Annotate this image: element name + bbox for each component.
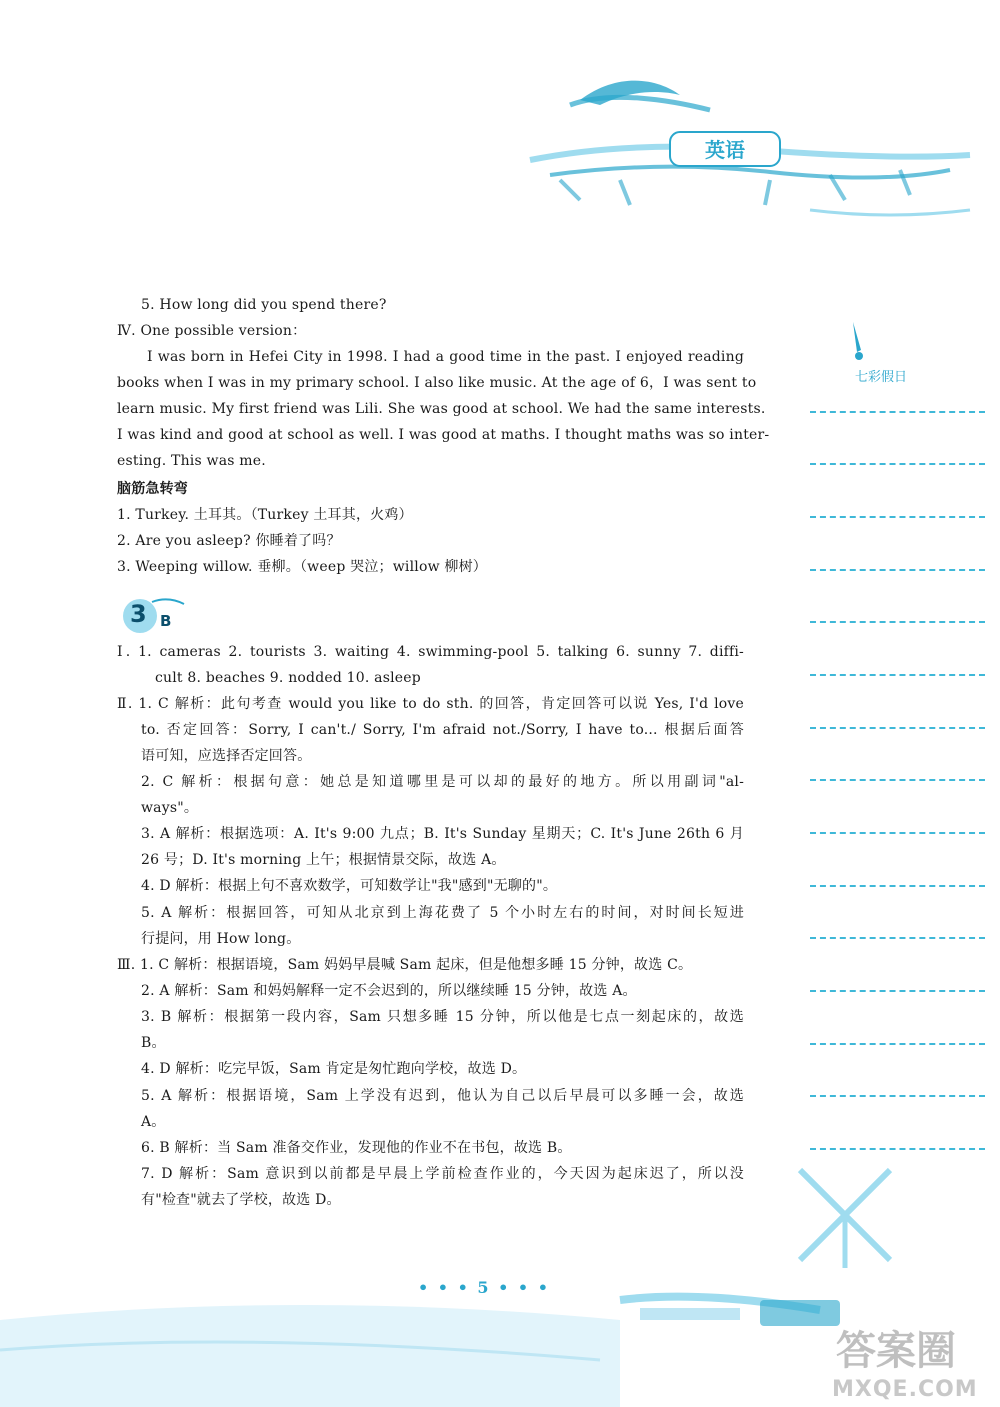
text-line: 4. D 解析：吃完早饭，Sam 肯定是匆忙跑向学校，故选 D。 [141, 1061, 527, 1077]
text-line: 3. A 解析：根据选项：A. It's 9:00 九点；B. It's Sunday 星期天；C. It's June 26th 6 月 [141, 826, 744, 842]
note-line [810, 516, 985, 518]
section-number: 3 [130, 600, 147, 628]
note-line [810, 1095, 985, 1097]
text-line: to. 否定回答：Sorry, I can't./ Sorry, I'm afraid not./Sorry, I have to... 根据后面答 [141, 722, 744, 738]
note-line [810, 463, 985, 465]
text-line: 5. A 解析：根据回答，可知从北京到上海花费了 5 个小时左右的时间，对时间长短进 [141, 905, 744, 921]
text-line: I was kind and good at school as well. I was good at maths. I thought maths was so inter- [117, 427, 770, 443]
text-line: esting. This was me. [117, 453, 266, 469]
note-line [810, 1148, 985, 1150]
text-line: 2. Are you asleep? 你睡着了吗？ [117, 533, 341, 549]
text-line: I was born in Hefei City in 1998. I had a good time in the past. I enjoyed reading [147, 349, 744, 365]
note-line [810, 832, 985, 834]
text-line: A。 [141, 1114, 166, 1130]
note-line [810, 569, 985, 571]
text-line: 4. D 解析：根据上句不喜欢数学，可知数学让"我"感到"无聊的"。 [141, 878, 558, 894]
header-decoration [510, 60, 980, 240]
watermark-text: 答案圈 [836, 1328, 956, 1374]
text-line: 有"检查"就去了学校，故选 D。 [141, 1192, 341, 1208]
text-line: Ⅰ. 1. cameras 2. tourists 3. waiting 4. swimming-pool 5. talking 6. sunny 7. diffi- [117, 644, 744, 660]
note-line [810, 779, 985, 781]
watermark [830, 1305, 1000, 1405]
note-line [810, 674, 985, 676]
note-line [810, 621, 985, 623]
text-line: learn music. My first friend was Lili. She was good at school. We had the same interests. [117, 401, 766, 417]
subject-label: 英语 [705, 138, 745, 162]
note-line [810, 937, 985, 939]
note-line [810, 727, 985, 729]
text-line: cult 8. beaches 9. nodded 10. asleep [155, 670, 421, 686]
text-line: 5. How long did you spend there? [141, 297, 387, 313]
text-line: Ⅲ. 1. C 解析：根据语境，Sam 妈妈早晨喊 Sam 起床，但是他想多睡 15 分钟，故选 C。 [117, 957, 693, 973]
text-line: 5. A 解析：根据语境，Sam 上学没有迟到，他认为自己以后早晨可以多睡一会，故选 [141, 1088, 744, 1104]
text-line: 行提问，用 How long。 [141, 931, 301, 947]
pen-icon [845, 320, 875, 365]
text-line: 语可知，应选择否定回答。 [141, 748, 312, 764]
text-line: B。 [141, 1035, 166, 1051]
note-line [810, 1043, 985, 1045]
note-line [810, 990, 985, 992]
section-letter: B [160, 612, 172, 630]
text-line: ways"。 [141, 800, 199, 816]
text-line: 2. C 解析：根据句意：她总是知道哪里是可以却的最好的地方。所以用副词"al- [141, 774, 744, 790]
text-line: Ⅳ. One possible version： [117, 323, 307, 339]
text-line: Ⅱ. 1. C 解析：此句考查 would you like to do sth. 的回答，肯定回答可以说 Yes, I'd love [117, 696, 744, 712]
section-badge [118, 596, 188, 636]
note-line [810, 411, 985, 413]
text-line: 1. Turkey. 土耳其。（Turkey 土耳其，火鸡） [117, 507, 413, 523]
text-line: 6. B 解析：当 Sam 准备交作业，发现他的作业不在书包，故选 B。 [141, 1140, 572, 1156]
text-line: 3. B 解析：根据第一段内容，Sam 只想多睡 15 分钟，所以他是七点一刻起床的，故选 [141, 1009, 744, 1025]
heading: 脑筋急转弯 [117, 481, 188, 497]
windmill-decoration [790, 1160, 900, 1270]
text-line: 2. A 解析：Sam 和妈妈解释一定不会迟到的，所以继续睡 15 分钟，故选 A。 [141, 983, 637, 999]
text-line: 7. D 解析：Sam 意识到以前都是早晨上学前检查作业的，今天因为起床迟了，所以没 [141, 1166, 744, 1182]
page-number: • • • 5 • • • [418, 1278, 550, 1297]
text-line: books when I was in my primary school. I also like music. At the age of 6，I was sent to [117, 375, 757, 391]
sidebar-label: 七彩假日 [855, 370, 908, 385]
note-line [810, 885, 985, 887]
text-line: 3. Weeping willow. 垂柳。（weep 哭泣；willow 柳树） [117, 559, 488, 575]
text-line: 26 号；D. It's morning 上午；根据情景交际，故选 A。 [141, 852, 506, 868]
watermark-url: MXQE.COM [832, 1377, 978, 1402]
